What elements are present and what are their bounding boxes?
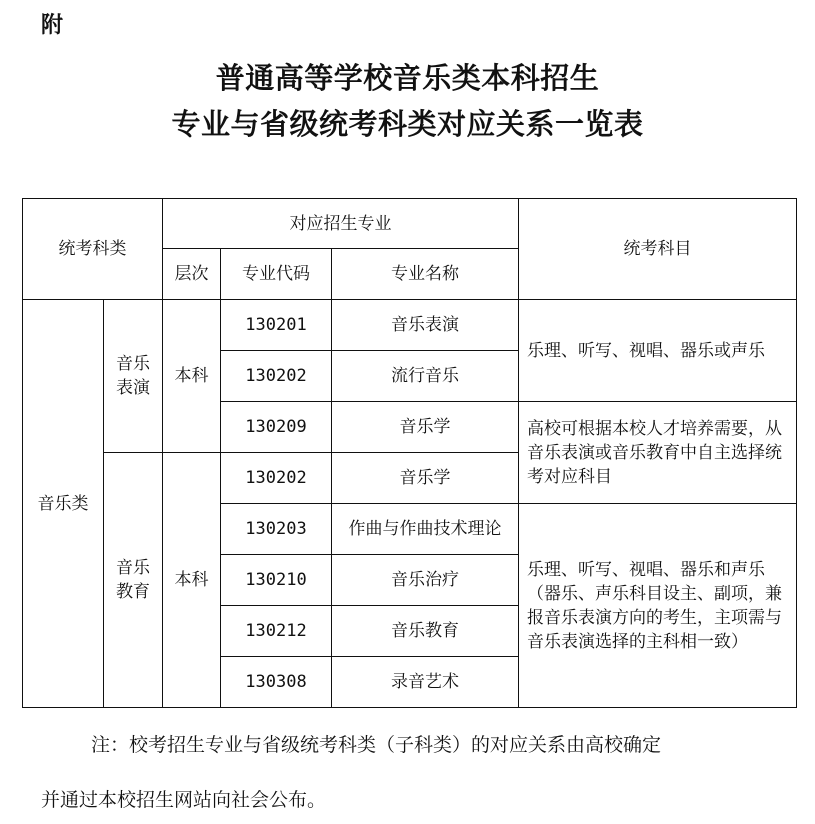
sub-category-education xyxy=(104,453,163,708)
header-level: 层次 xyxy=(163,249,221,300)
correspondence-table xyxy=(22,198,797,708)
header-major-group: 对应招生专业 xyxy=(163,199,519,249)
major-name: 音乐治疗 xyxy=(332,555,519,606)
sub-performance-line1: 音乐 xyxy=(116,354,150,374)
level-performance: 本科 xyxy=(163,300,221,453)
sub-category-performance xyxy=(104,300,163,453)
major-name: 音乐教育 xyxy=(332,606,519,657)
attachment-label: 附 xyxy=(41,13,64,38)
sub-education-line2: 教育 xyxy=(116,582,150,602)
major-code: 130202 xyxy=(221,351,332,402)
major-name: 音乐学 xyxy=(332,402,519,453)
exam-subjects-performance: 乐理、听写、视唱、器乐或声乐 xyxy=(519,300,797,402)
major-name: 音乐学 xyxy=(332,453,519,504)
header-category: 统考科类 xyxy=(23,199,163,300)
header-name: 专业名称 xyxy=(332,249,519,300)
major-code: 130201 xyxy=(221,300,332,351)
major-code: 130308 xyxy=(221,657,332,708)
major-code: 130209 xyxy=(221,402,332,453)
exam-subjects-education: 乐理、听写、视唱、器乐和声乐（器乐、声乐科目设主、副项，兼报音乐表演方向的考生，主项需与音乐表演选择的主科相一致） xyxy=(519,504,797,708)
major-name: 流行音乐 xyxy=(332,351,519,402)
exam-subjects-musicology: 高校可根据本校人才培养需要，从音乐表演或音乐教育中自主选择统考对应科目 xyxy=(519,402,797,504)
page-title-line1: 普通高等学校音乐类本科招生 xyxy=(215,61,600,95)
major-code: 130212 xyxy=(221,606,332,657)
main-category-cell: 音乐类 xyxy=(23,300,104,708)
major-name: 音乐表演 xyxy=(332,300,519,351)
major-code: 130210 xyxy=(221,555,332,606)
note-line2: 并通过本校招生网站向社会公布。 xyxy=(41,789,327,811)
header-code: 专业代码 xyxy=(221,249,332,300)
level-education: 本科 xyxy=(163,453,221,708)
page-title-line2: 专业与省级统考科类对应关系一览表 xyxy=(171,107,644,141)
sub-performance-line2: 表演 xyxy=(116,378,150,398)
note-line1: 注：校考招生专业与省级统考科类（子科类）的对应关系由高校确定 xyxy=(91,734,662,756)
major-code: 130203 xyxy=(221,504,332,555)
header-subjects: 统考科目 xyxy=(519,199,797,300)
major-name: 作曲与作曲技术理论 xyxy=(332,504,519,555)
major-name: 录音艺术 xyxy=(332,657,519,708)
sub-education-line1: 音乐 xyxy=(116,558,150,578)
table-row xyxy=(23,300,797,351)
major-code: 130202 xyxy=(221,453,332,504)
